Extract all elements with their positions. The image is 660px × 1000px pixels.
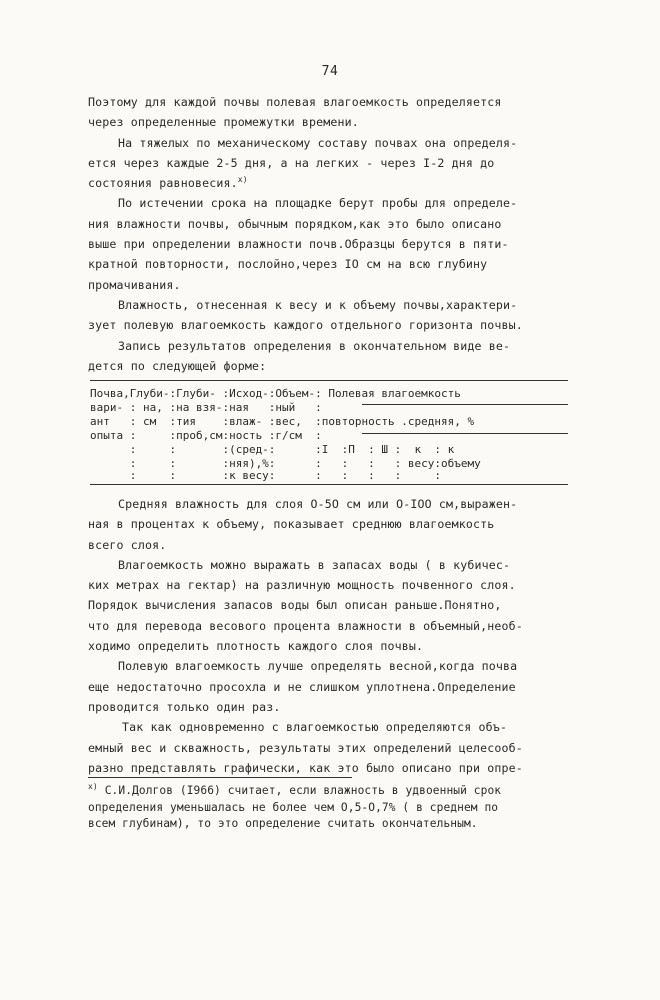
table-line: вари- : на, :на взя-:ная :ный : — [90, 401, 322, 414]
footnote-line — [88, 783, 588, 800]
table-line: : : :(сред-: :I :П : Ш : к : к — [90, 443, 455, 456]
footnote-mark: x) — [237, 175, 248, 185]
page-number: 74 — [321, 64, 339, 79]
text-line: ется через каждые 2-5 дня, а на легких - через I-2 дня до — [88, 155, 495, 170]
text-line: На тяжелых по механическому составу почвах она определя- — [118, 135, 518, 150]
text-line: Запись результатов определения в окончательном виде ве- — [118, 338, 511, 353]
text-line: Полевую влагоемкость лучше определять весной,когда почва — [118, 659, 518, 674]
footnote-separator — [88, 777, 352, 778]
table-bottom-rule — [90, 484, 568, 485]
text-line: зует полевую влагоемкость каждого отдельного горизонта почвы. — [88, 318, 523, 333]
text-line: По истечении срока на площадке берут пробы для определе- — [118, 196, 518, 211]
table-line: опыта : :проб,см:ность :г/см : — [90, 429, 322, 442]
text-line: состояния равновесия. — [88, 176, 238, 191]
text-line: ная в процентах к объему, показывает среднюю влагоемкость — [88, 517, 495, 532]
body-text-bottom — [88, 494, 588, 778]
text-line: дется по следующей форме: — [88, 358, 267, 373]
table-top-rule — [90, 380, 568, 381]
text-line: ходимо определить плотность каждого слоя почвы. — [88, 639, 424, 654]
paragraph — [88, 193, 588, 294]
text-line: промачивания. — [88, 277, 181, 292]
footnote-line: всем глубинам), то это определение считать окончательным. — [88, 817, 478, 830]
paragraph — [88, 656, 588, 717]
text-line: проводится только один раз. — [88, 699, 281, 714]
paragraph — [88, 92, 588, 133]
text-line: разно представлять графически, как это было описано при опре- — [88, 760, 523, 775]
paragraph — [88, 494, 588, 555]
text-line: выше при определении влажности почв.Образцы берутся в пяти- — [88, 237, 509, 252]
text-line: емный вес и скважность, результаты этих определений целесооб- — [88, 740, 523, 755]
text-line: кратной повторности, послойно,через IО см на всю глубину — [88, 257, 488, 272]
table-line: : : :няя),%: : : : : весу:объему — [90, 457, 481, 470]
text-line: еще недостаточно просохла и не слишком уплотнена.Определение — [88, 679, 516, 694]
text-line: ких метрах на гектар) на различную мощность почвенного слоя. — [88, 578, 516, 593]
text-line: ния влажности почвы, обычным порядком,как это было описано — [88, 216, 502, 231]
table-line: Почва,Глуби-:Глуби- :Исход-:Объем-: Полевая влагоемкость — [90, 387, 461, 400]
table-line: ант : см :тия :влаж- :вес, :повторность .средняя, % — [90, 415, 475, 428]
table-inner-rule — [362, 404, 568, 405]
paragraph — [88, 133, 588, 194]
paragraph — [88, 295, 588, 336]
footnote — [88, 783, 588, 833]
paragraph — [88, 717, 588, 778]
text-line: всего слоя. — [88, 537, 167, 552]
text-line: Влагоемкость можно выражать в запасах воды ( в кубичес- — [118, 557, 511, 572]
footnote-mark: x) — [88, 782, 98, 791]
footnote-line: определения уменьшалась не более чем О,5-О,7% ( в среднем по — [88, 800, 499, 814]
text-line: Порядок вычисления запасов воды был описан раньше.Понятно, — [88, 598, 502, 613]
table-line: : : :к весу: : : : : : — [90, 469, 441, 482]
paragraph — [88, 336, 588, 377]
table-inner-rule — [362, 433, 568, 434]
text-line: Поэтому для каждой почвы полевая влагоемкость определяется — [88, 95, 502, 109]
body-text-top — [88, 92, 588, 376]
text-line-with-footnote — [88, 173, 588, 193]
text-line: Влажность, отнесенная к весу и к объему почвы,характери- — [118, 297, 518, 312]
text-line: что для перевода весового процента влажности в объемный,необ- — [88, 618, 523, 633]
text-line: Средняя влажность для слоя О-5О см или О-IОО см,выражен- — [118, 497, 518, 511]
footnote-text: С.И.Долгов (I966) считает, если влажность в удвоенный срок — [104, 784, 502, 797]
text-line: Так как одновременно с влагоемкостью определяются объ- — [122, 720, 508, 735]
text-line: через определенные промежутки времени. — [88, 115, 359, 130]
paragraph — [88, 555, 588, 656]
